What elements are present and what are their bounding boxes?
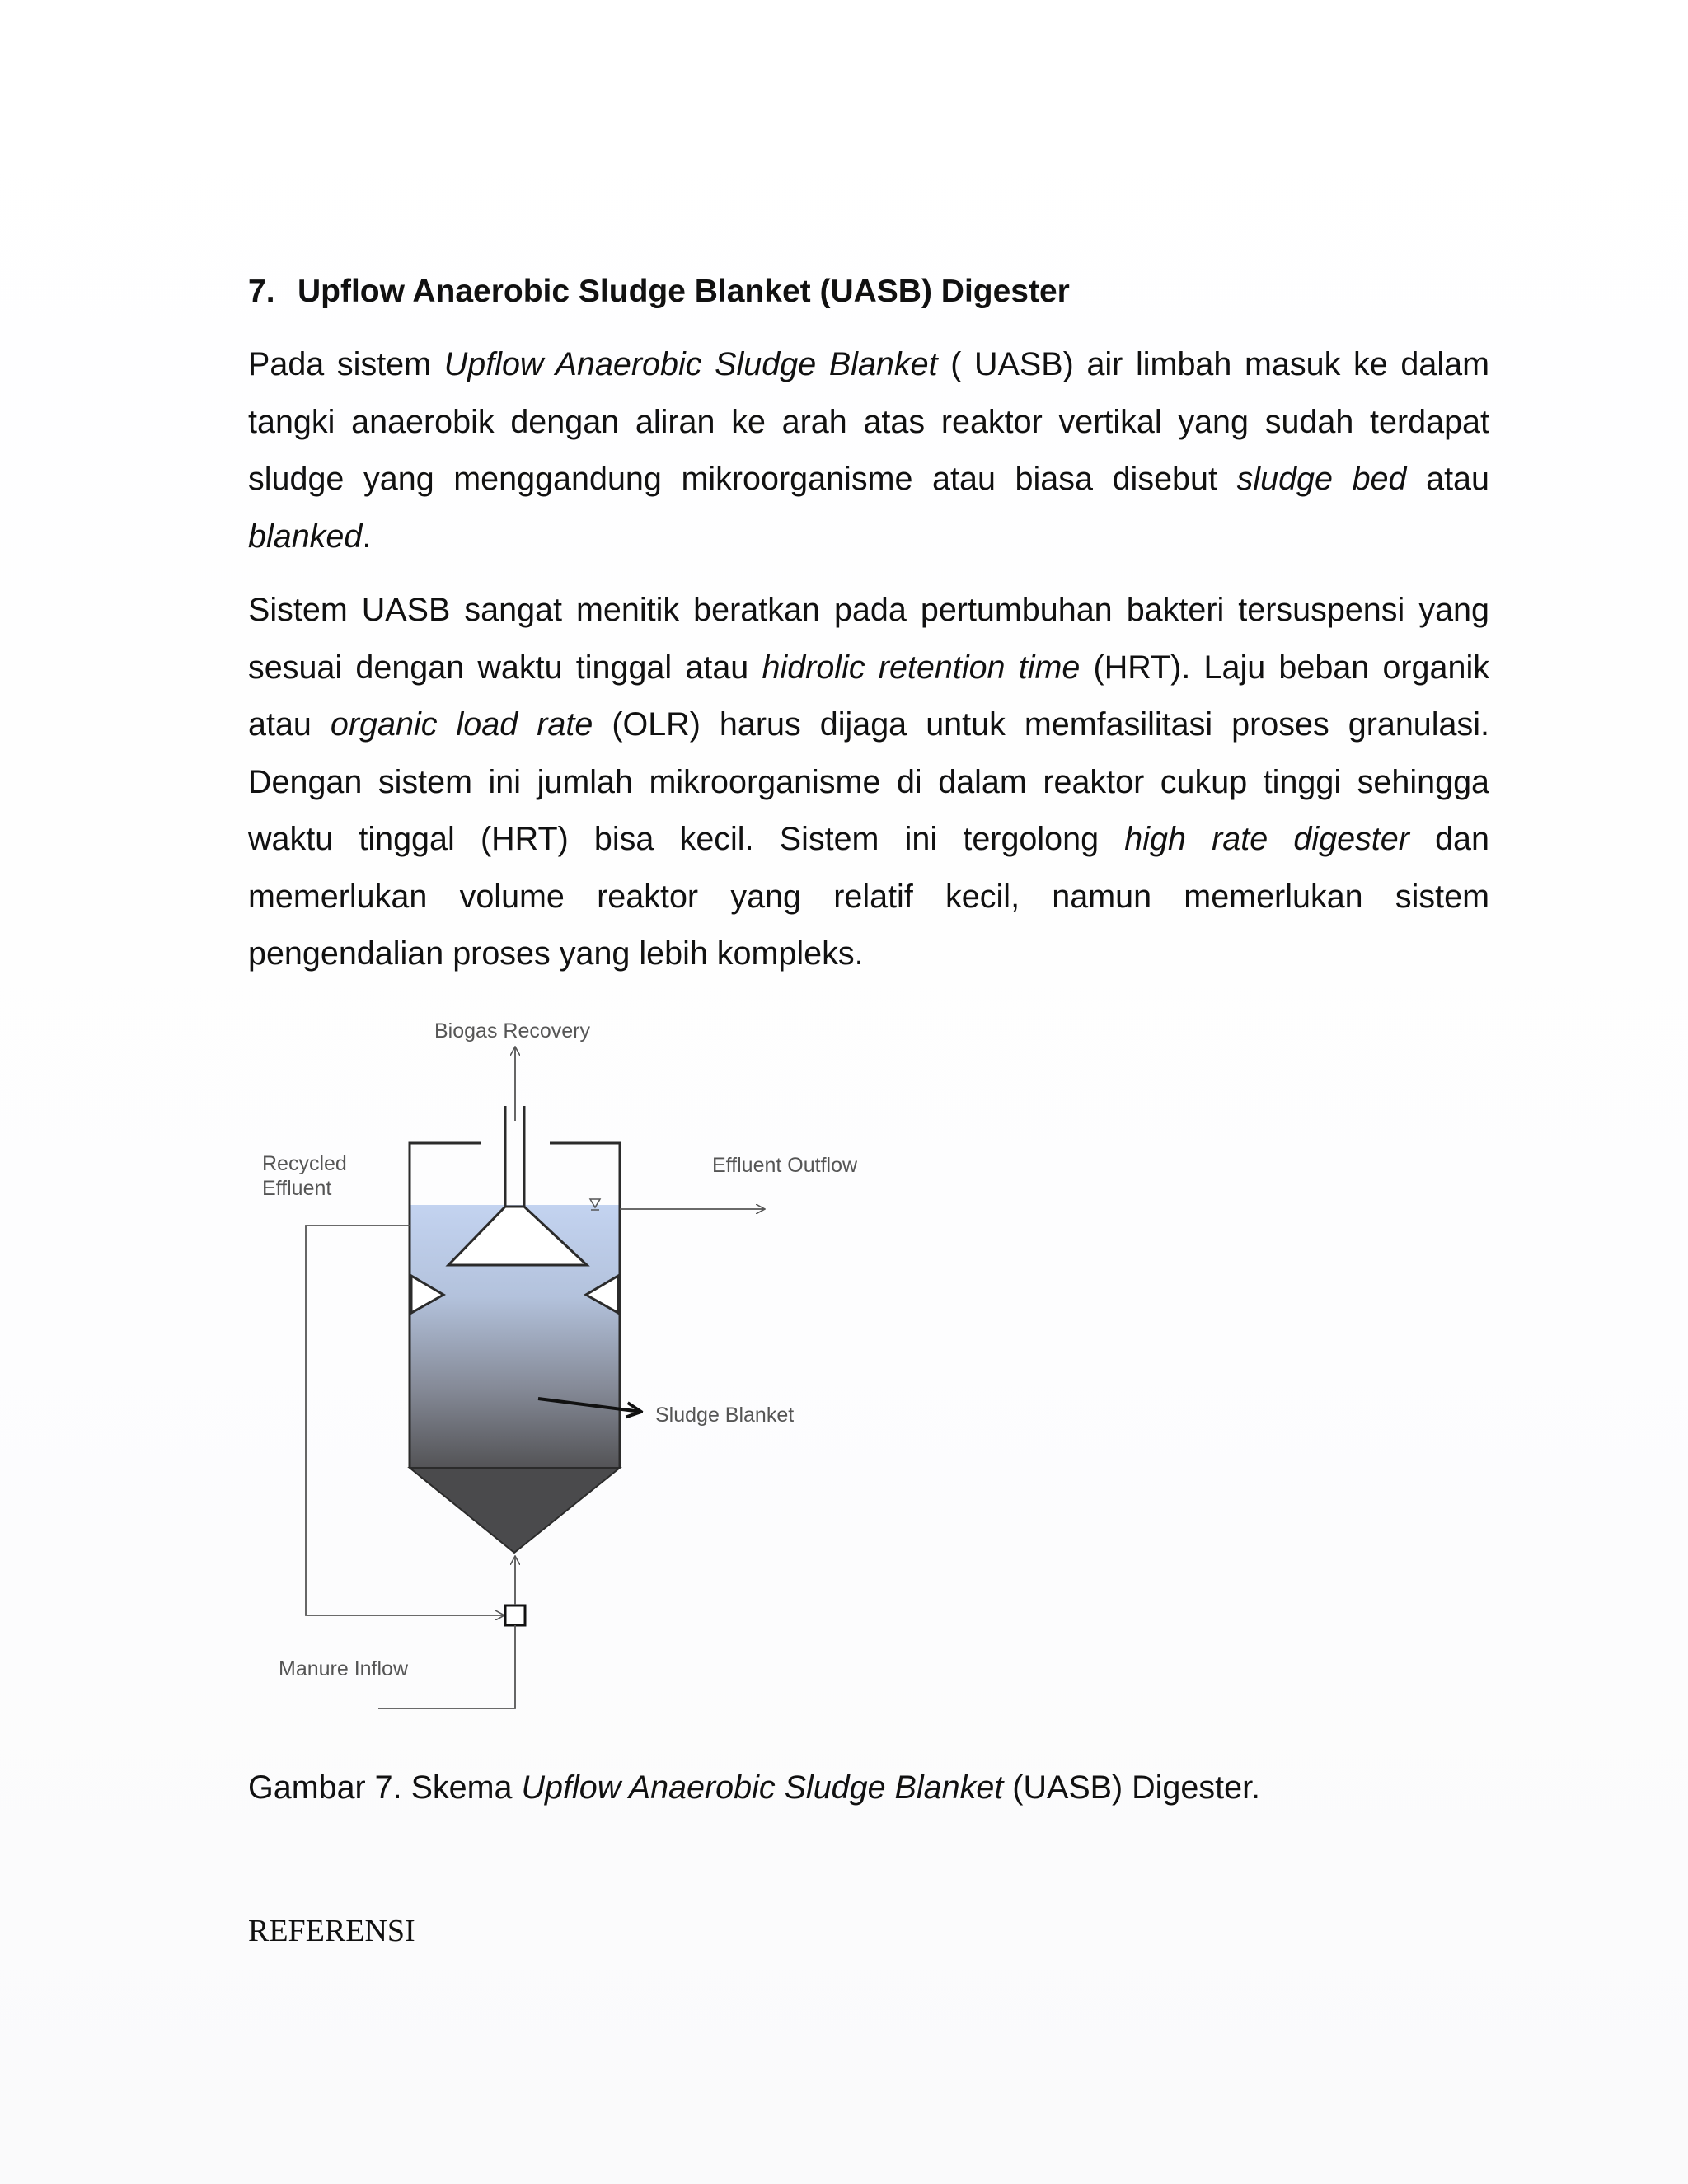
text-run: (HRT). Laju beban organik atau — [248, 649, 1489, 743]
label-recycled: Recycled — [262, 1152, 347, 1175]
label-manure-inflow: Manure Inflow — [279, 1657, 409, 1680]
reactor-cone — [410, 1468, 620, 1553]
text-run: ( UASB) air limbah masuk ke dalam tangki anaerobik dengan aliran ke arah atas reaktor vertikal yang sudah terdapat sludge yang menggandung mikroorganisme atau biasa disebut — [248, 346, 1489, 497]
italic-term: Upflow Anaerobic Sludge Blanket — [443, 346, 938, 382]
text-run: . — [362, 518, 372, 555]
italic-term: high rate digester — [1124, 821, 1409, 857]
italic-term: sludge bed — [1236, 461, 1407, 497]
pump-icon — [505, 1605, 525, 1625]
uasb-diagram — [247, 1001, 923, 1727]
text-run: Pada sistem — [248, 346, 444, 382]
text-run: Sistem UASB sangat menitik beratkan pada pertumbuhan bakteri tersuspensi yang sesuai dengan waktu tinggal atau — [248, 592, 1489, 686]
italic-term: hidrolic retention time — [762, 649, 1081, 686]
label-effluent: Effluent — [262, 1177, 332, 1200]
figure-caption — [248, 1765, 1493, 1811]
italic-term: organic load rate — [330, 706, 593, 743]
paragraph-uasb-detail — [248, 582, 1489, 983]
caption-text: Gambar 7. Skema — [248, 1769, 522, 1806]
paragraph-uasb-intro — [248, 336, 1489, 565]
caption-text: (UASB) Digester. — [1003, 1769, 1261, 1806]
section-heading — [248, 270, 1493, 313]
references-heading: REFERENSI — [248, 1914, 415, 1948]
text-run: atau — [1406, 461, 1489, 497]
label-biogas-recovery: Biogas Recovery — [434, 1019, 590, 1043]
label-effluent-outflow: Effluent Outflow — [712, 1154, 858, 1177]
caption-italic: Upflow Anaerobic Sludge Blanket — [521, 1769, 1004, 1806]
label-sludge-blanket: Sludge Blanket — [655, 1404, 795, 1427]
section-number: 7. — [248, 274, 275, 309]
text-run: (OLR) harus dijaga untuk memfasilitasi proses granulasi. Dengan sistem ini jumlah mikroorganisme di dalam reaktor cukup tinggi sehingga waktu tinggal (HRT) bisa kecil. Sistem ini tergolong — [248, 706, 1490, 857]
text-run: dan memerlukan volume reaktor yang relatif kecil, namun memerlukan sistem pengendalian proses yang lebih kompleks. — [248, 821, 1489, 972]
section-title: Upflow Anaerobic Sludge Blanket (UASB) Digester — [298, 274, 1070, 309]
italic-term: blanked — [248, 518, 363, 555]
